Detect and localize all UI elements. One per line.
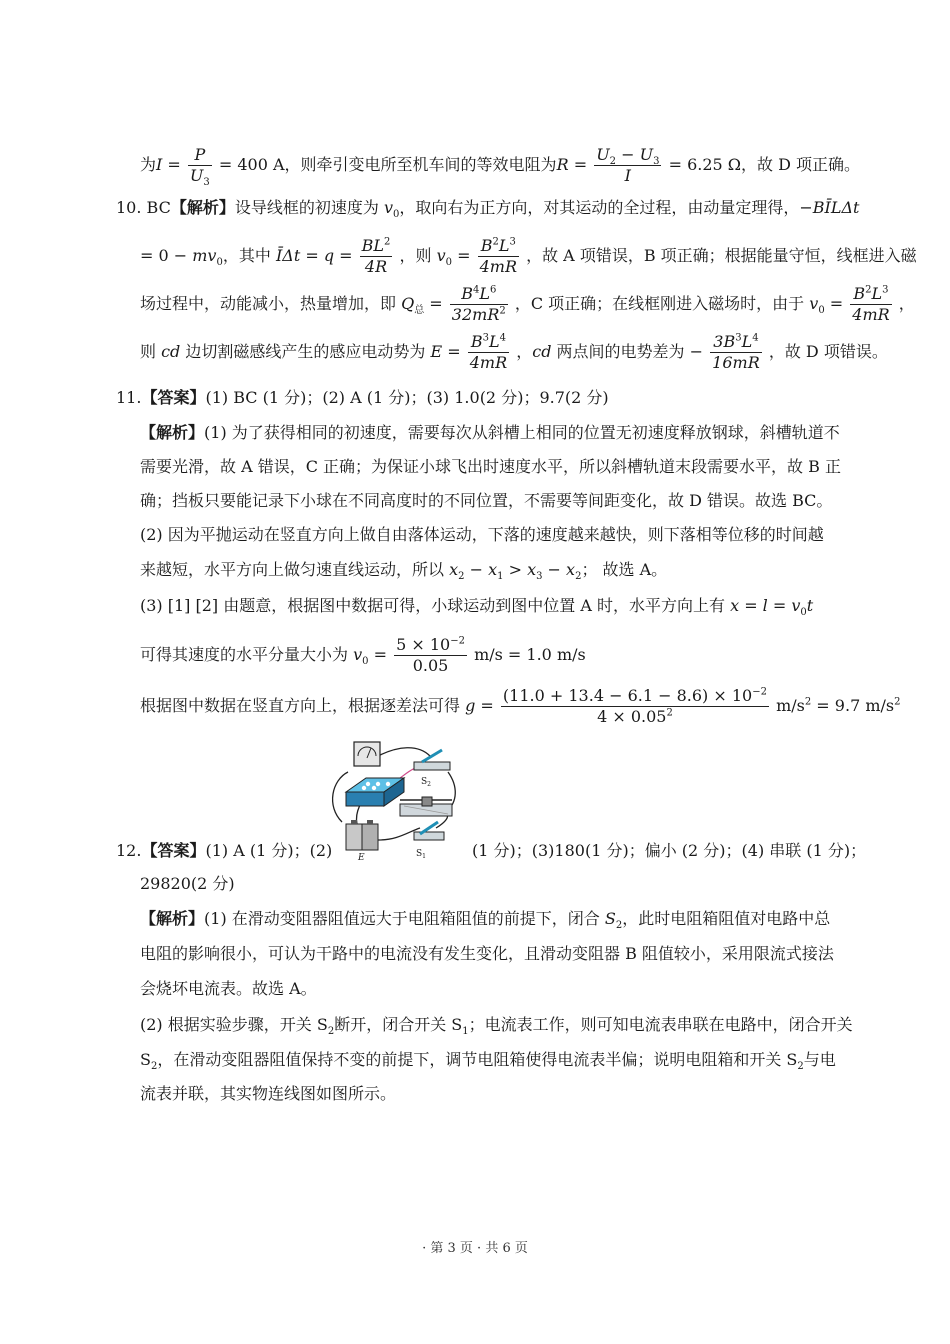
- var: I: [156, 155, 163, 174]
- text: 来越短，水平方向上做匀速直线运动，所以: [140, 560, 450, 579]
- wire-meter-switch2: [378, 748, 430, 756]
- text: 29820(2 分): [140, 874, 235, 893]
- sub: 3: [203, 177, 210, 189]
- line-1: [140, 145, 861, 189]
- sup: 3: [735, 332, 742, 344]
- fraction-speed: [394, 635, 467, 676]
- fraction-v0: [478, 236, 519, 277]
- switch-s1-label: [416, 849, 426, 860]
- text: ； 故选 A。: [581, 560, 668, 579]
- battery-cell: [346, 824, 362, 850]
- answer: BC: [141, 198, 171, 217]
- sup: 3: [482, 332, 490, 344]
- num: P: [194, 145, 206, 164]
- switch-s2-base: [414, 762, 450, 770]
- num: [850, 284, 891, 304]
- line-q12-3: [140, 978, 317, 1000]
- text: S: [140, 1050, 151, 1069]
- sub: 2: [427, 781, 431, 788]
- text: 需要光滑，故 A 错误，C 正确；为保证小球飞出时速度水平，所以斜槽轨道末段需要水平，故 B 正: [140, 457, 841, 476]
- line-q12-2: [140, 943, 834, 965]
- sup: 6: [489, 284, 497, 296]
- sub: 总: [414, 305, 425, 317]
- num-var: B: [470, 332, 483, 351]
- sub: 0: [800, 607, 807, 619]
- text: ，故 A 项错误，B 项正确；根据能量守恒，线框进入磁: [526, 246, 917, 265]
- switch-s1: [414, 822, 444, 860]
- text: 会烧坏电流表。故选 A。: [140, 979, 317, 998]
- line-q12-answer-a: [116, 840, 332, 862]
- den: 4mR: [469, 353, 508, 372]
- sup: 2: [499, 305, 506, 317]
- num-var: L: [741, 332, 753, 351]
- den: 16mR: [712, 353, 760, 372]
- label: S: [416, 849, 423, 859]
- sup: −2: [752, 686, 767, 698]
- den: [188, 165, 212, 189]
- sup: 2: [384, 236, 391, 248]
- den: 4R: [360, 256, 393, 277]
- fraction-power: [188, 145, 212, 189]
- text: ，此时电阻箱阻值对电路中总: [622, 909, 831, 928]
- var: R: [556, 155, 569, 174]
- sub: 2: [458, 571, 465, 583]
- text: 两点间的电势差为 −: [551, 342, 704, 361]
- line-q12-1: [140, 908, 830, 930]
- answer-tag: 【答案】: [141, 841, 206, 860]
- num: [594, 145, 661, 168]
- text: =: [824, 294, 849, 313]
- fraction-emf: [468, 332, 509, 373]
- den: [450, 304, 508, 325]
- switch-s2: [414, 750, 450, 788]
- sup: 3: [509, 236, 516, 248]
- var: v: [436, 246, 446, 265]
- text: (1 分)；(3)180(1 分)；偏小 (2 分)；(4) 串联 (1 分)；: [472, 841, 867, 860]
- sub: 2: [609, 156, 617, 168]
- text: (2) 根据实验步骤，开关 S: [140, 1015, 328, 1034]
- var: E: [430, 342, 443, 361]
- var: S: [604, 909, 616, 928]
- den: [501, 706, 769, 727]
- text: m/s = 1.0 m/s: [474, 645, 586, 664]
- fraction-heat: [450, 284, 508, 325]
- var: v: [383, 198, 393, 217]
- num-text: 5 × 10: [396, 635, 451, 654]
- num-var: U: [596, 145, 610, 164]
- question-number: 10.: [116, 198, 142, 217]
- den-var: U: [189, 166, 204, 185]
- line-q11-4: [140, 524, 824, 546]
- num: [710, 332, 762, 352]
- sub: 3: [536, 571, 543, 583]
- sup: 2: [666, 707, 673, 719]
- text: = 400 A，则牵引变电所至机车间的等效电阻为: [218, 155, 557, 174]
- var: cd: [161, 342, 181, 361]
- sub: 0: [216, 257, 223, 269]
- battery-terminal: [367, 820, 373, 824]
- page-footer: · 第 3 页 · 共 6 页: [422, 1241, 528, 1256]
- num: [468, 332, 509, 352]
- text: 流表并联，其实物连线图如图所示。: [140, 1084, 397, 1103]
- text: =: [452, 246, 476, 265]
- fraction-resistance: [594, 145, 661, 186]
- num-var: L: [489, 332, 500, 351]
- text: ，: [516, 342, 533, 361]
- line-q11-8: [140, 686, 900, 727]
- line-q11-1: [140, 422, 840, 444]
- fraction-voltage: [710, 332, 762, 373]
- text: ，取向右为正方向，对其运动的全过程，由动量定理得，: [399, 198, 800, 217]
- resistance-box: [346, 778, 404, 806]
- line-q12-5: [140, 1049, 836, 1071]
- num-text: (11.0 + 13.4 − 6.1 − 8.6) × 10: [502, 686, 753, 705]
- line-q10-2: [140, 236, 917, 277]
- battery-terminal: [351, 820, 357, 824]
- text: 断开，闭合开关 S: [334, 1015, 463, 1034]
- line-q11-6: [140, 595, 813, 617]
- text: 根据图中数据在竖直方向上，根据逐差法可得: [140, 696, 466, 715]
- text: =: [424, 294, 448, 313]
- var: t: [806, 596, 814, 615]
- fraction-g: [501, 686, 769, 727]
- sup: 3: [882, 284, 889, 296]
- formula: ĪΔt = q: [275, 246, 335, 265]
- sub: 3: [653, 156, 660, 168]
- var: v: [353, 645, 363, 664]
- num-var: L: [479, 284, 490, 303]
- line-q11-5: [140, 559, 667, 581]
- sup: 2: [865, 284, 872, 296]
- answer-tag: 【答案】: [141, 388, 206, 407]
- sub: 0: [362, 656, 369, 668]
- line-q12-6: [140, 1083, 396, 1105]
- var: − x: [542, 560, 576, 579]
- num: [450, 284, 508, 304]
- text: =: [442, 342, 466, 361]
- line-q12-answer-b: [472, 840, 866, 862]
- sub: 2: [615, 920, 623, 932]
- num-var: B: [853, 284, 866, 303]
- sup: −2: [450, 635, 465, 647]
- text: ；电流表工作，则可知电流表串联在电路中，闭合开关: [468, 1015, 853, 1034]
- rheostat: [400, 797, 452, 816]
- text: 电阻的影响很小，可认为干路中的电流没有发生变化，且滑动变阻器 B 阻值较小，采用限流式接法: [140, 944, 834, 963]
- line-q11-answer: [116, 387, 609, 409]
- question-number: 11.: [116, 388, 142, 407]
- den: I: [594, 165, 661, 186]
- num-var: L: [871, 284, 883, 303]
- battery-cell: [362, 824, 378, 850]
- knob: [362, 786, 366, 790]
- sup: 4: [472, 284, 480, 296]
- text: (2) 因为平抛运动在竖直方向上做自由落体运动，下落的速度越来越快，则下落相等位移的时间越: [140, 525, 824, 544]
- num: [501, 686, 769, 706]
- num-var: − U: [616, 145, 654, 164]
- text: 可得其速度的水平分量大小为: [140, 645, 354, 664]
- analysis-tag: 【解析】: [140, 423, 205, 442]
- line-q11-3: [140, 490, 832, 512]
- analysis-tag: 【解析】: [170, 198, 235, 217]
- text: ，其中: [222, 246, 276, 265]
- den: 4mR: [852, 305, 890, 324]
- var: g: [465, 696, 476, 715]
- ammeter: [354, 742, 380, 766]
- line-q11-2: [140, 456, 841, 478]
- sub: 0: [818, 305, 825, 317]
- var: cd: [532, 342, 552, 361]
- text: 场过程中，动能减小，热量增加，即: [140, 294, 402, 313]
- num-var: B: [461, 284, 473, 303]
- line-q10-1: [116, 197, 859, 219]
- text: 则: [140, 342, 162, 361]
- text: (1) A (1 分)；(2): [205, 841, 333, 860]
- line-q12-answer-c: [140, 873, 235, 895]
- line-q10-3: [140, 284, 915, 325]
- text: =: [368, 645, 393, 664]
- text: ，则: [399, 246, 437, 265]
- sub: 1: [422, 853, 426, 860]
- knob: [366, 782, 370, 786]
- var: − x: [464, 560, 498, 579]
- knob: [386, 782, 390, 786]
- text: ，C 项正确；在线框刚进入磁场时，由于: [514, 294, 810, 313]
- text: =: [162, 155, 186, 174]
- label: S: [421, 777, 428, 787]
- text: = 0 −: [140, 246, 193, 265]
- text: (1) 在滑动变阻器阻值远大于电阻箱阻值的前提下，闭合: [204, 909, 605, 928]
- var: mv: [192, 246, 217, 265]
- resistance-box-front: [346, 792, 384, 806]
- text: 边切割磁感线产生的感应电动势为: [180, 342, 431, 361]
- text: (1) BC (1 分)；(2) A (1 分)；(3) 1.0(2 分)；9.7(2 分): [205, 388, 609, 407]
- battery-label: E: [358, 853, 365, 863]
- sup: 4: [499, 332, 507, 344]
- num: [360, 236, 393, 256]
- sub: 2: [150, 1061, 158, 1073]
- sub: 2: [327, 1026, 335, 1038]
- den-var: 32mR: [451, 305, 500, 324]
- var: x: [449, 560, 459, 579]
- sub: 2: [797, 1061, 804, 1073]
- fraction-v0: [850, 284, 891, 325]
- sub: 2: [575, 571, 582, 583]
- text: (1) 为了获得相同的初速度，需要每次从斜槽上相同的位置无初速度释放钢球，斜槽轨道不: [204, 423, 840, 442]
- num-var: B: [480, 236, 493, 255]
- text: =: [475, 696, 499, 715]
- sup: 2: [894, 696, 901, 708]
- analysis-tag: 【解析】: [140, 909, 205, 928]
- switch-s2-label: [421, 777, 431, 788]
- num: [394, 635, 467, 655]
- line-q10-4: [140, 332, 888, 373]
- formula: x = l = v: [730, 596, 801, 615]
- num-var: L: [498, 236, 510, 255]
- sub: 0: [393, 209, 400, 221]
- text: ，故 D 项错误。: [768, 342, 888, 361]
- sub: 0: [445, 257, 453, 269]
- line-q11-7: [140, 635, 586, 676]
- sup: 2: [492, 236, 499, 248]
- text: 设导线框的初速度为: [234, 198, 384, 217]
- den: 4mR: [479, 257, 517, 276]
- text: = 6.25 Ω，故 D 项正确。: [668, 155, 861, 174]
- text: ，: [898, 294, 915, 313]
- sup: 4: [752, 332, 759, 344]
- knob: [376, 782, 380, 786]
- switch-s1-base: [414, 832, 444, 840]
- den: 0.05: [394, 655, 467, 676]
- rheostat-slider: [422, 797, 432, 806]
- fraction-q: [360, 236, 393, 277]
- num: [478, 236, 519, 256]
- text: (3) [1] [2] 由题意，根据图中数据可得，小球运动到图中位置 A 时，水平方向上有: [140, 596, 731, 615]
- line-q12-4: [140, 1014, 853, 1036]
- text: 为: [140, 155, 157, 174]
- text: =: [334, 246, 358, 265]
- text: = 9.7 m/s: [811, 696, 895, 715]
- text: =: [568, 155, 593, 174]
- battery: [346, 820, 378, 863]
- text: m/s: [776, 696, 805, 715]
- formula: −BĪLΔt: [799, 198, 860, 217]
- den-text: 4 × 0.05: [597, 707, 667, 726]
- text: ，在滑动变阻器阻值保持不变的前提下，调节电阻箱使得电流表半偏；说明电阻箱和开关 S: [157, 1050, 798, 1069]
- knob: [372, 786, 376, 790]
- circuit-diagram: [318, 736, 468, 864]
- text: 与电: [803, 1050, 836, 1069]
- var: Q: [401, 294, 415, 313]
- question-number: 12.: [116, 841, 142, 860]
- sub: 1: [462, 1026, 469, 1038]
- var: > x: [503, 560, 537, 579]
- sub: 1: [497, 571, 504, 583]
- num-var: BL: [361, 236, 385, 255]
- text: 确；挡板只要能记录下小球在不同高度时的不同位置，不需要等间距变化，故 D 错误。故选 BC。: [140, 491, 833, 510]
- var: v: [809, 294, 819, 313]
- num-var: 3B: [713, 332, 736, 351]
- sup: 2: [804, 696, 812, 708]
